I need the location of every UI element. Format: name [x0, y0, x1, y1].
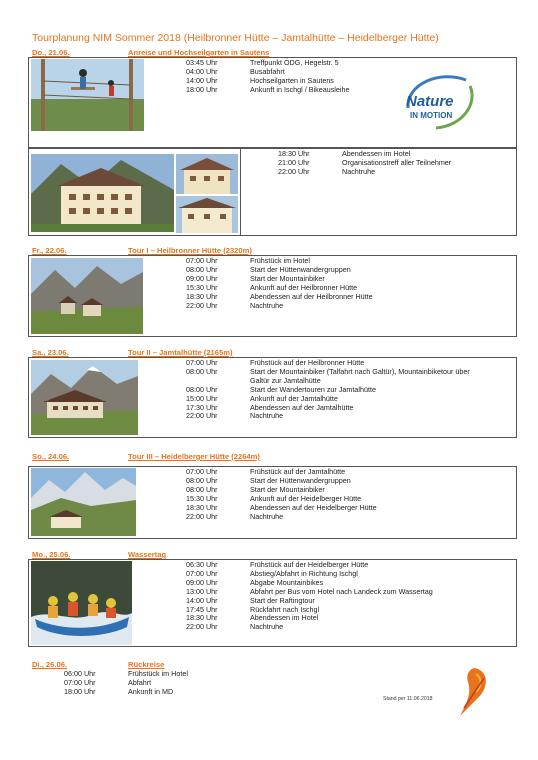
- schedule-time: 13:00 Uhr: [186, 586, 218, 596]
- schedule-row: [186, 59, 416, 68]
- schedule-desc: Ankunft in Ischgl / Bikeausleihe: [250, 84, 350, 94]
- rafting-photo: [31, 561, 132, 645]
- schedule-time: 18:00 Uhr: [186, 84, 218, 94]
- schedule-time: 06:30 Uhr: [186, 560, 218, 569]
- schedule-desc: Abfahrt per Bus vom Hotel nach Landeck zum Wassertag: [250, 586, 433, 596]
- jamtalhuette-photo: [31, 360, 138, 435]
- schedule-time: 09:00 Uhr: [186, 577, 218, 587]
- schedule-time: 22:00 Uhr: [186, 622, 218, 632]
- schedule-time: 08:00 Uhr: [186, 484, 218, 494]
- schedule-row: [64, 688, 264, 697]
- schedule-desc: Ankunft auf der Heidelberger Hütte: [250, 493, 362, 503]
- day-date: Mo., 25.06.: [32, 550, 71, 559]
- schedule-time: 18:00 Uhr: [64, 686, 96, 696]
- schedule-time: 15:00 Uhr: [186, 393, 218, 403]
- heidelberger-huette-photo: [31, 468, 136, 536]
- schedule-desc: Nachtruhe: [250, 511, 284, 521]
- hotel-photo: [31, 154, 174, 232]
- logo-line2: IN MOTION: [410, 111, 453, 120]
- schedule-desc: Abgabe Mountainbikes: [250, 577, 324, 587]
- ropes-course-photo: [31, 59, 144, 131]
- schedule-desc: Start der Raftingtour: [250, 595, 315, 605]
- schedule-time: 07:00 Uhr: [64, 677, 96, 687]
- brand-swoosh-logo: [454, 664, 494, 718]
- schedule-time: 17:30 Uhr: [186, 402, 218, 412]
- hotel-photo-3: [176, 196, 238, 233]
- schedule-time: 22:00 Uhr: [186, 511, 218, 521]
- heilbronner-huette-photo: [31, 258, 143, 334]
- schedule-time: 07:00 Uhr: [186, 568, 218, 578]
- day-date: Fr., 22.06.: [32, 246, 67, 255]
- schedule-time: 18:30 Uhr: [186, 613, 218, 623]
- schedule-time: 18:30 Uhr: [186, 502, 218, 512]
- schedule-time: 09:00 Uhr: [186, 273, 218, 283]
- schedule-row: [186, 606, 506, 615]
- day-date: Di., 26.06.: [32, 660, 68, 669]
- schedule-time: 08:00 Uhr: [186, 264, 218, 274]
- day-schedule: [186, 468, 416, 521]
- schedule-desc: Abendessen auf der Heilbronner Hütte: [250, 291, 373, 301]
- day-tour: Wassertag: [128, 550, 167, 559]
- schedule-desc: Abendessen auf der Heidelberger Hütte: [250, 502, 377, 512]
- schedule-desc: Abendessen auf der Jamtalhütte: [250, 402, 354, 412]
- schedule-desc: Start der Mountainbiker: [250, 484, 325, 494]
- schedule-desc: Start der Mountainbiker (Talfahrt nach Galtür), Mountainbiketour über: [250, 366, 470, 376]
- divider: [240, 148, 241, 236]
- schedule-row: [186, 404, 516, 413]
- day-schedule: [186, 561, 506, 632]
- schedule-desc: Galtür zur Jamtalhütte: [250, 375, 321, 385]
- day-schedule: [186, 359, 516, 421]
- nature-in-motion-logo: [400, 68, 480, 134]
- schedule-desc: Treffpunkt ÖDG, Hegelstr. 5: [250, 58, 339, 67]
- schedule-row: [186, 368, 516, 377]
- schedule-time: 22:00 Uhr: [186, 411, 218, 421]
- day-tour: Tour III – Heidelberger Hütte (2264m): [128, 452, 260, 461]
- schedule-desc: Hochseilgarten in Sautens: [250, 75, 334, 85]
- schedule-desc: Abendessen im Hotel: [250, 613, 319, 623]
- schedule-desc: Nachtruhe: [250, 411, 284, 421]
- schedule-desc: Abendessen im Hotel: [342, 149, 411, 158]
- schedule-row: [186, 386, 516, 395]
- schedule-desc: Frühstück im Hotel: [128, 669, 188, 678]
- day-date: Sa., 23.06.: [32, 348, 69, 357]
- schedule-desc: Rückfahrt nach Ischgl: [250, 604, 320, 614]
- schedule-time: 08:00 Uhr: [186, 384, 218, 394]
- schedule-row: [278, 159, 508, 168]
- schedule-time: 04:00 Uhr: [186, 66, 218, 76]
- schedule-row: [186, 412, 516, 421]
- schedule-row: [186, 597, 506, 606]
- schedule-desc: Nachtruhe: [250, 300, 284, 310]
- schedule-time: 22:00 Uhr: [278, 166, 310, 176]
- day-tour: Anreise und Hochseilgarten in Sautens: [128, 48, 270, 57]
- schedule-row: [186, 293, 416, 302]
- schedule-time: 15:30 Uhr: [186, 493, 218, 503]
- schedule-desc: Ankunft auf der Jamtalhütte: [250, 393, 338, 403]
- day-header: [32, 452, 332, 462]
- schedule-time: 08:00 Uhr: [186, 475, 218, 485]
- schedule-desc: Nachtruhe: [342, 166, 376, 176]
- schedule-row: [186, 302, 416, 311]
- schedule-time: 21:00 Uhr: [278, 157, 310, 167]
- schedule-desc: Ankunft auf der Heilbronner Hütte: [250, 282, 358, 292]
- day-schedule-evening: [278, 150, 508, 177]
- hotel-photo-2: [176, 154, 238, 194]
- schedule-desc: Abfahrt: [128, 677, 152, 687]
- schedule-time: 08:00 Uhr: [186, 366, 218, 376]
- schedule-row: [186, 588, 506, 597]
- schedule-desc: Organisationstreff aller Teilnehmer: [342, 157, 452, 167]
- day-date: Do., 21.06.: [32, 48, 70, 57]
- schedule-row: [186, 623, 506, 632]
- schedule-desc: Abstieg/Abfahrt in Richtung Ischgl: [250, 568, 358, 578]
- schedule-desc: Frühstück auf der Heilbronner Hütte: [250, 358, 365, 367]
- day-tour: Tour I – Heilbronner Hütte (2320m): [128, 246, 252, 255]
- schedule-desc: Start der Hüttenwandergruppen: [250, 264, 351, 274]
- schedule-desc: Nachtruhe: [250, 622, 284, 632]
- stand-date: Stand per 11.06.2018: [383, 696, 433, 702]
- schedule-time: 14:00 Uhr: [186, 595, 218, 605]
- day-tour: Rückreise: [128, 660, 165, 669]
- day-date: So., 24.06.: [32, 452, 70, 461]
- schedule-desc: Ankunft in MD: [128, 686, 174, 696]
- schedule-time: 06:00 Uhr: [64, 669, 96, 678]
- schedule-row: [186, 513, 416, 522]
- day-schedule: [186, 257, 416, 310]
- schedule-desc: Frühstück auf der Heidelberger Hütte: [250, 560, 369, 569]
- schedule-time: 14:00 Uhr: [186, 75, 218, 85]
- schedule-time: 22:00 Uhr: [186, 300, 218, 310]
- schedule-desc: Frühstück im Hotel: [250, 256, 310, 265]
- schedule-row: [186, 504, 416, 513]
- schedule-time: 18:30 Uhr: [186, 291, 218, 301]
- schedule-desc: Frühstück auf der Jamtalhütte: [250, 467, 346, 476]
- schedule-row: [278, 168, 508, 177]
- schedule-desc: Busabfahrt: [250, 66, 285, 76]
- day-tour: Tour II – Jamtalhütte (2165m): [128, 348, 233, 357]
- schedule-desc: Start der Wandertouren zur Jamtalhütte: [250, 384, 376, 394]
- schedule-desc: Start der Hüttenwandergruppen: [250, 475, 351, 485]
- day-schedule: [186, 59, 416, 95]
- schedule-time: 07:00 Uhr: [186, 467, 218, 476]
- schedule-row: [186, 614, 506, 623]
- schedule-time: 07:00 Uhr: [186, 358, 218, 367]
- schedule-row: [186, 86, 416, 95]
- schedule-time: 15:30 Uhr: [186, 282, 218, 292]
- schedule-time: 18:30 Uhr: [278, 149, 310, 158]
- schedule-time: 17:45 Uhr: [186, 604, 218, 614]
- logo-line1: Nature: [406, 93, 454, 110]
- page-title: Tourplanung NIM Sommer 2018 (Heilbronner Hütte – Jamtalhütte – Heidelberger Hütte): [32, 32, 439, 44]
- day-schedule: [64, 670, 264, 697]
- schedule-row: [186, 570, 506, 579]
- schedule-time: 03:45 Uhr: [186, 58, 218, 67]
- schedule-desc: Start der Mountainbiker: [250, 273, 325, 283]
- schedule-time: 07:00 Uhr: [186, 256, 218, 265]
